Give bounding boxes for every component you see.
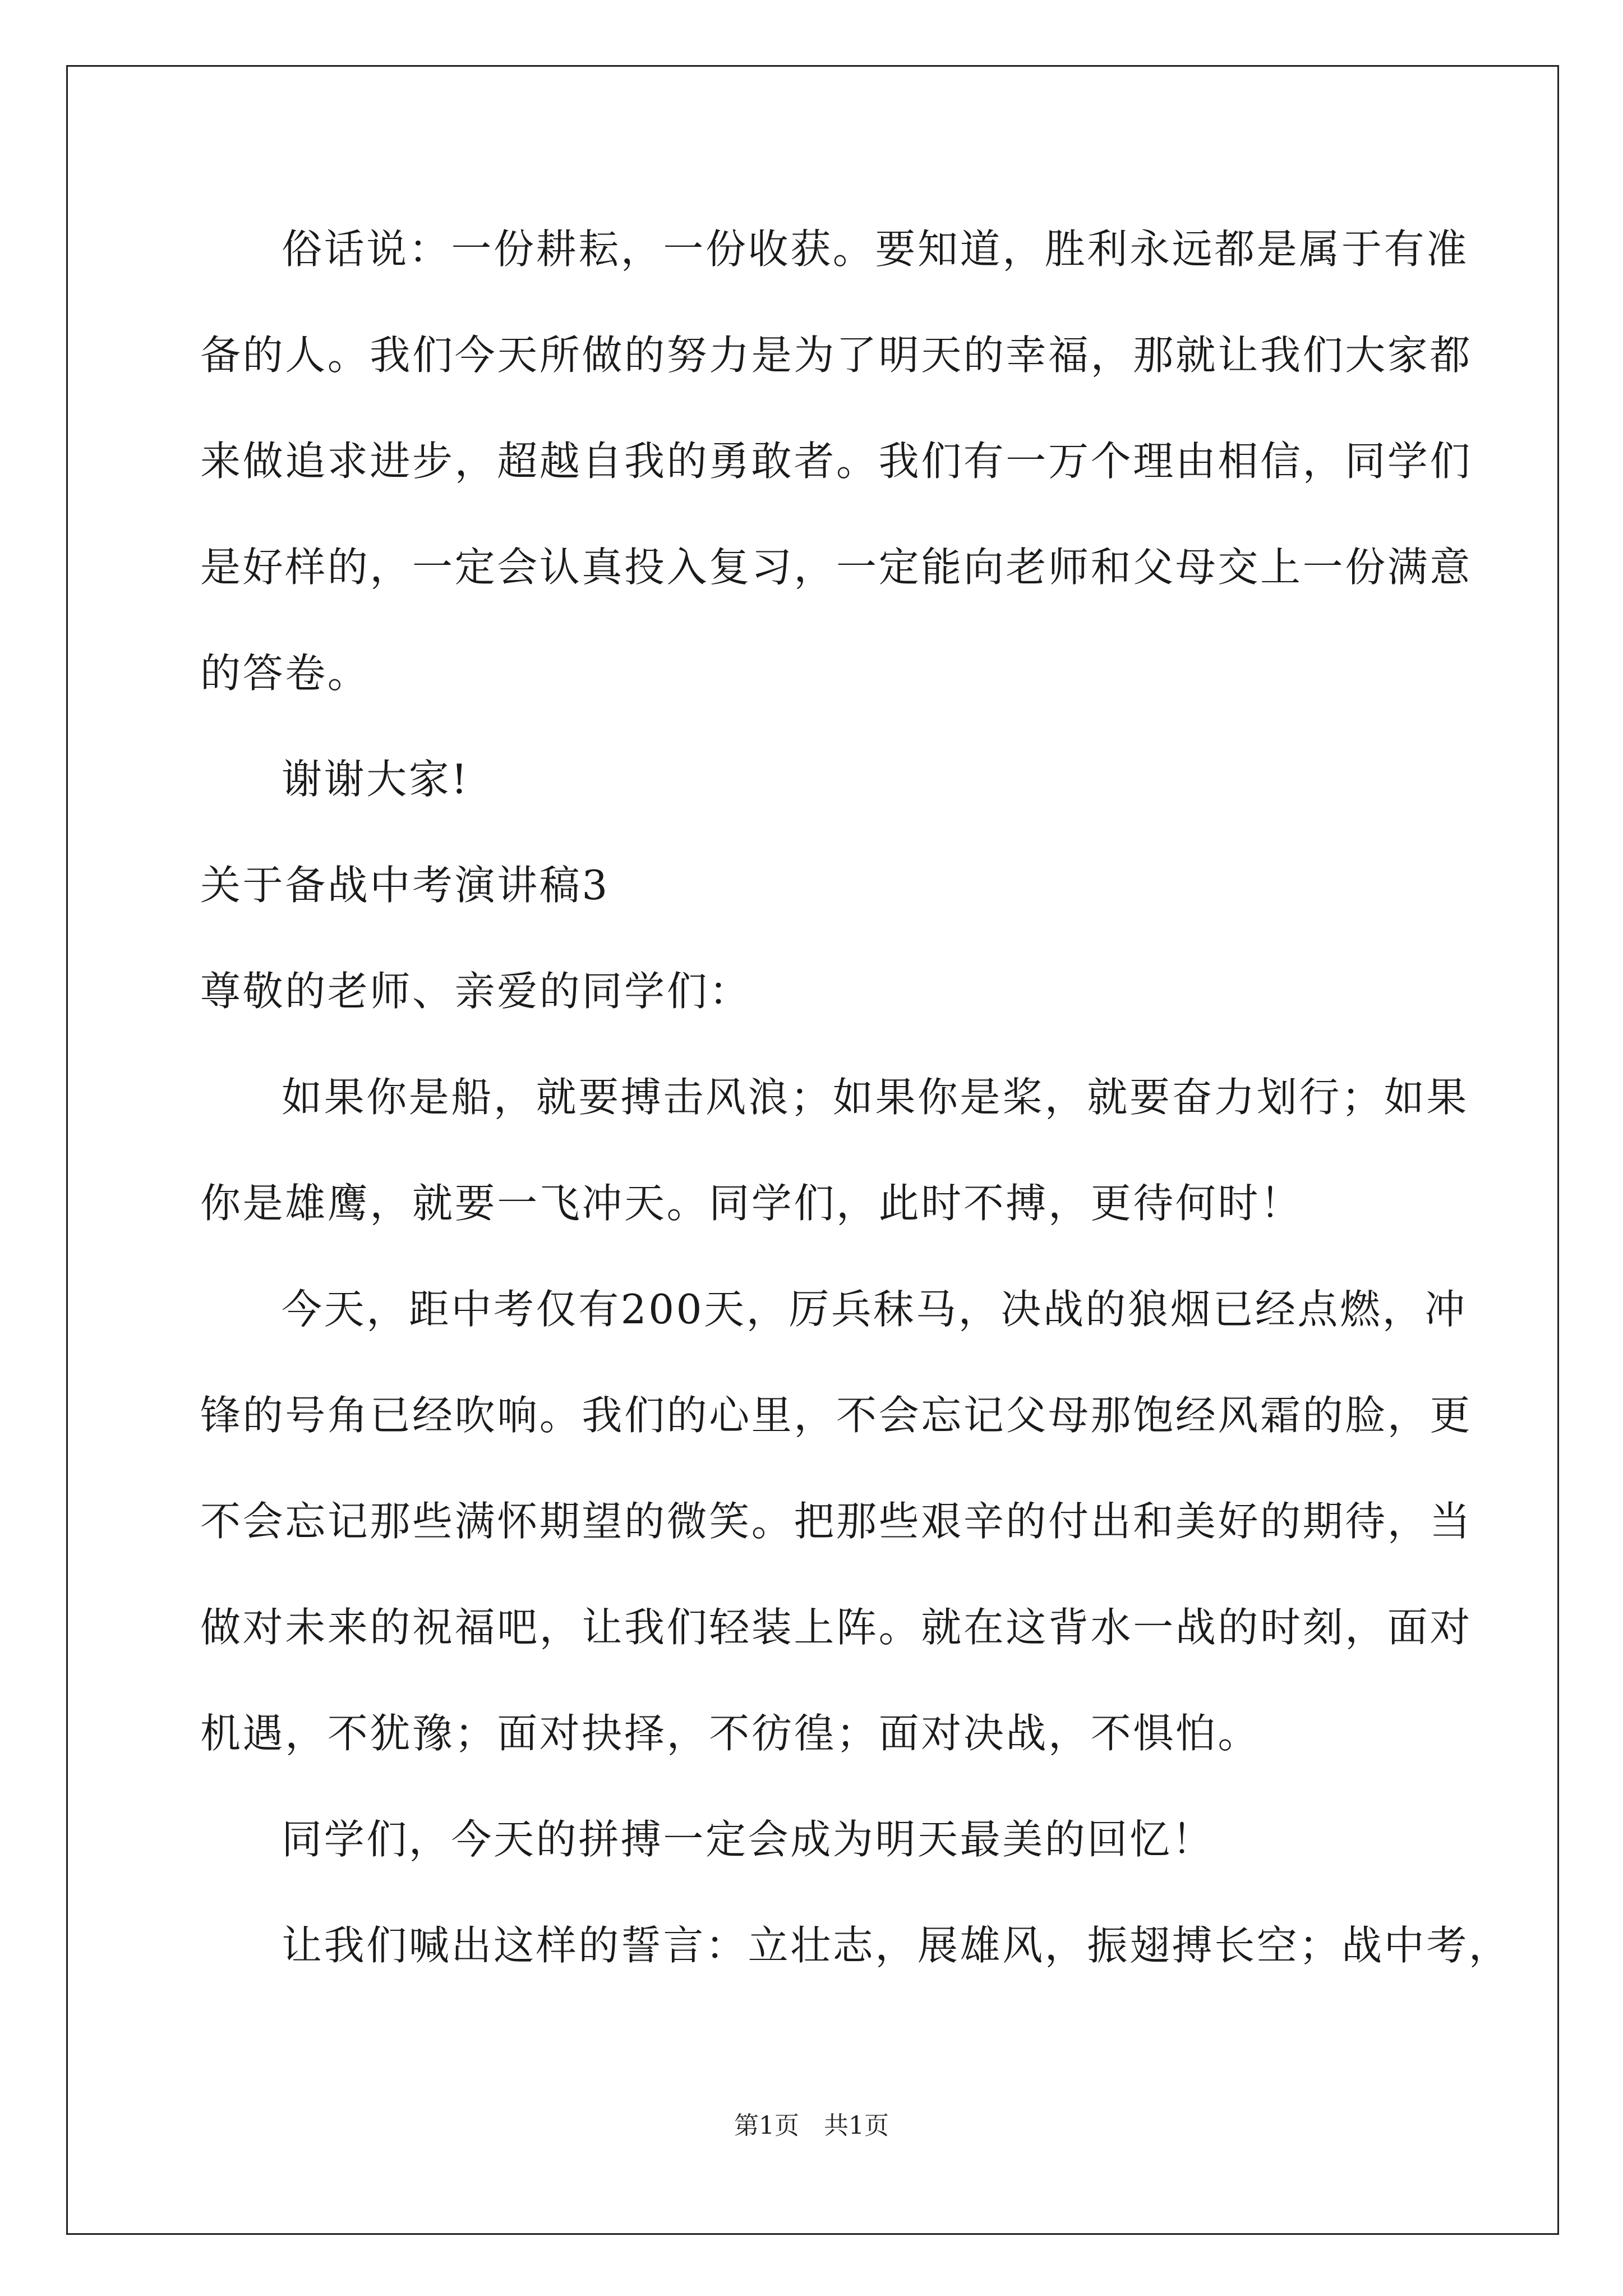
paragraph-line: 来做追求进步，超越自我的勇敢者。我们有一万个理由相信，同学们 xyxy=(200,438,1473,485)
section-heading: 关于备战中考演讲稿3 xyxy=(200,862,610,909)
page-border xyxy=(66,65,1559,2235)
paragraph-line: 如果你是船，就要搏击风浪；如果你是桨，就要奋力划行；如果 xyxy=(282,1074,1469,1121)
paragraph-line: 做对未来的祝福吧，让我们轻装上阵。就在这背水一战的时刻，面对 xyxy=(200,1604,1473,1651)
paragraph-line: 今天，距中考仅有200天，厉兵秣马，决战的狼烟已经点燃，冲 xyxy=(282,1286,1467,1333)
paragraph-line: 俗话说：一份耕耘，一份收获。要知道，胜利永远都是属于有准 xyxy=(282,226,1469,273)
salutation: 尊敬的老师、亲爱的同学们： xyxy=(200,968,751,1015)
page-footer: 第1页 共1页 xyxy=(734,2111,889,2140)
paragraph-line: 让我们喊出这样的誓言：立壮志，展雄风，振翅搏长空；战中考， xyxy=(282,1922,1511,1969)
paragraph-line: 是好样的，一定会认真投入复习，一定能向老师和父母交上一份满意 xyxy=(200,544,1473,591)
paragraph-line: 的答卷。 xyxy=(200,650,370,697)
paragraph-line: 备的人。我们今天所做的努力是为了明天的幸福，那就让我们大家都 xyxy=(200,332,1473,379)
paragraph-line: 不会忘记那些满怀期望的微笑。把那些艰辛的付出和美好的期待，当 xyxy=(200,1498,1473,1545)
paragraph-line: 机遇，不犹豫；面对抉择，不彷徨；面对决战，不惧怕。 xyxy=(200,1710,1261,1757)
paragraph-line: 锋的号角已经吹响。我们的心里，不会忘记父母那饱经风霜的脸，更 xyxy=(200,1392,1473,1439)
closing-line: 谢谢大家! xyxy=(282,756,469,803)
paragraph-line: 你是雄鹰，就要一飞冲天。同学们，此时不搏，更待何时！ xyxy=(200,1180,1303,1227)
paragraph-line: 同学们，今天的拼搏一定会成为明天最美的回忆！ xyxy=(282,1816,1215,1863)
